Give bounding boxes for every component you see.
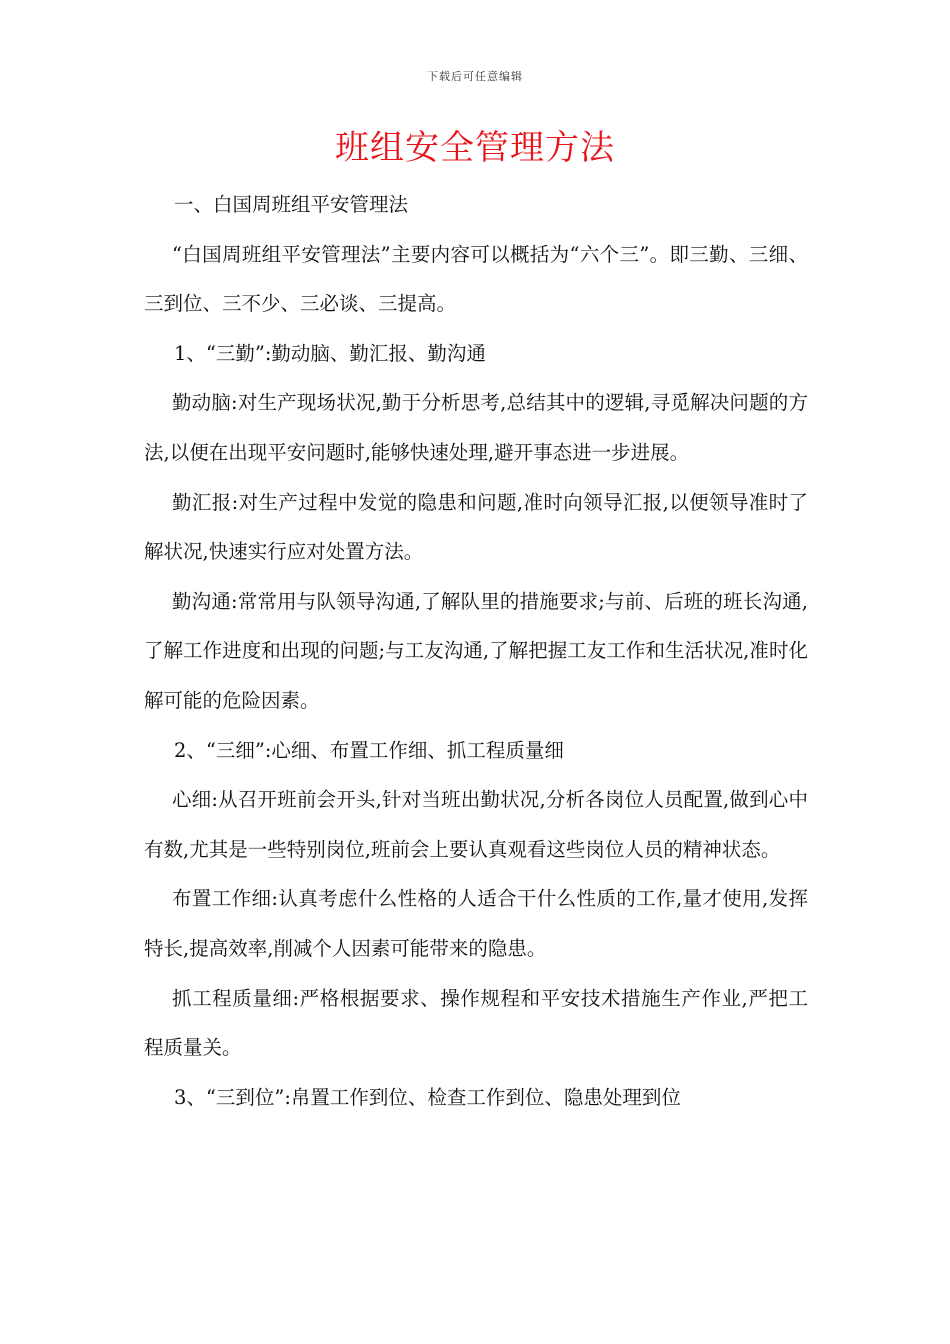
paragraph: 勤动脑:对生产现场状况,勤于分析思考,总结其中的逻辑,寻觅解决问题的方法,以便在出现平安问题时,能够快速处理,避开事态进一步进展。 [144,391,808,464]
paragraph: 心细:从召开班前会开头,针对当班出勤状况,分析各岗位人员配置,做到心中有数,尤其是一些特别岗位,班前会上要认真观看这些岗位人员的精神状态。 [144,788,808,861]
paragraph: 布置工作细:认真考虑什么性格的人适合干什么性质的工作,量才使用,发挥特长,提高效率,削减个人因素可能带来的隐患。 [144,887,808,960]
paragraph: 勤汇报:对生产过程中发觉的隐患和问题,准时向领导汇报,以便领导准时了解状况,快速实行应对处置方法。 [144,490,808,564]
paragraph: 勤沟通:常常用与队领导沟通,了解队里的措施要求;与前、后班的班长沟通,了解工作进度和出现的问题;与工友沟通,了解把握工友工作和生活状况,准时化解可能的危险因素。 [144,589,808,712]
document-title: 班组安全管理方法 [335,128,615,168]
paragraph: “白国周班组平安管理法”主要内容可以概括为“六个三”。即三勤、三细、三到位、三不少、三必谈、三提高。 [144,242,808,316]
paragraph: 抓工程质量细:严格根据要求、操作规程和平安技术措施生产作业,严把工程质量关。 [144,986,808,1060]
subsection-heading: 2、“三细”:心细、布置工作细、抓工程质量细 [174,738,564,762]
subsection-heading: 3、“三到位”:帛置工作到位、检查工作到位、隐患处理到位 [174,1085,681,1109]
header-note: 下载后可任意编辑 [427,70,523,83]
subsection-heading: 1、“三勤”:勤动脑、勤汇报、勤沟通 [174,341,486,365]
document-body [144,180,808,1122]
section-heading: 一、白国周班组平安管理法 [174,193,409,216]
